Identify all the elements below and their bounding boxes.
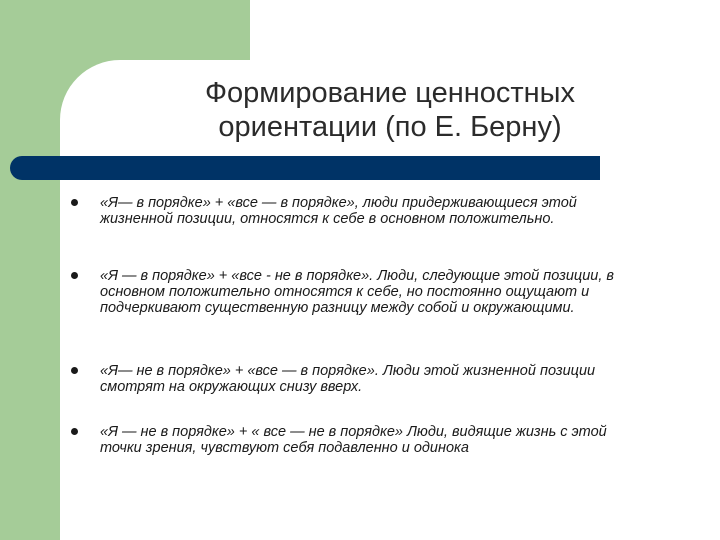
bullet-text: «Я — не в порядке» + « все — не в порядке» Люди, видящие жизнь с этой точки зрения, чувствуют себя подавленно и одинока [100, 424, 607, 456]
bullet-text: «Я— не в порядке» + «все — в порядке». Люди этой жизненной позиции смотрят на окружающих снизу вверх. [100, 363, 596, 395]
title-line-1: Формирование ценностных [204, 77, 576, 109]
bullet-dot-icon [71, 428, 78, 435]
bullet-text: «Я — в порядке» + «все - не в порядке». Люди, следующие этой позиции, в основном положительно относятся к себе, но постоянно ощущают и подчеркивают существенную разницу между собой и окружающими. [100, 268, 614, 316]
bullet-text: «Я— в порядке» + «все — в порядке», люди придерживающиеся этой жизненной позиции, относятся к себе в основном положительно. [100, 195, 577, 227]
slide-title [60, 76, 720, 144]
bullet-dot-icon [71, 199, 78, 206]
title-divider-bar [10, 156, 600, 180]
bullet-dot-icon [71, 272, 78, 279]
title-line-2: ориентации (по Е. Берну) [218, 111, 562, 143]
bullet-dot-icon [71, 367, 78, 374]
